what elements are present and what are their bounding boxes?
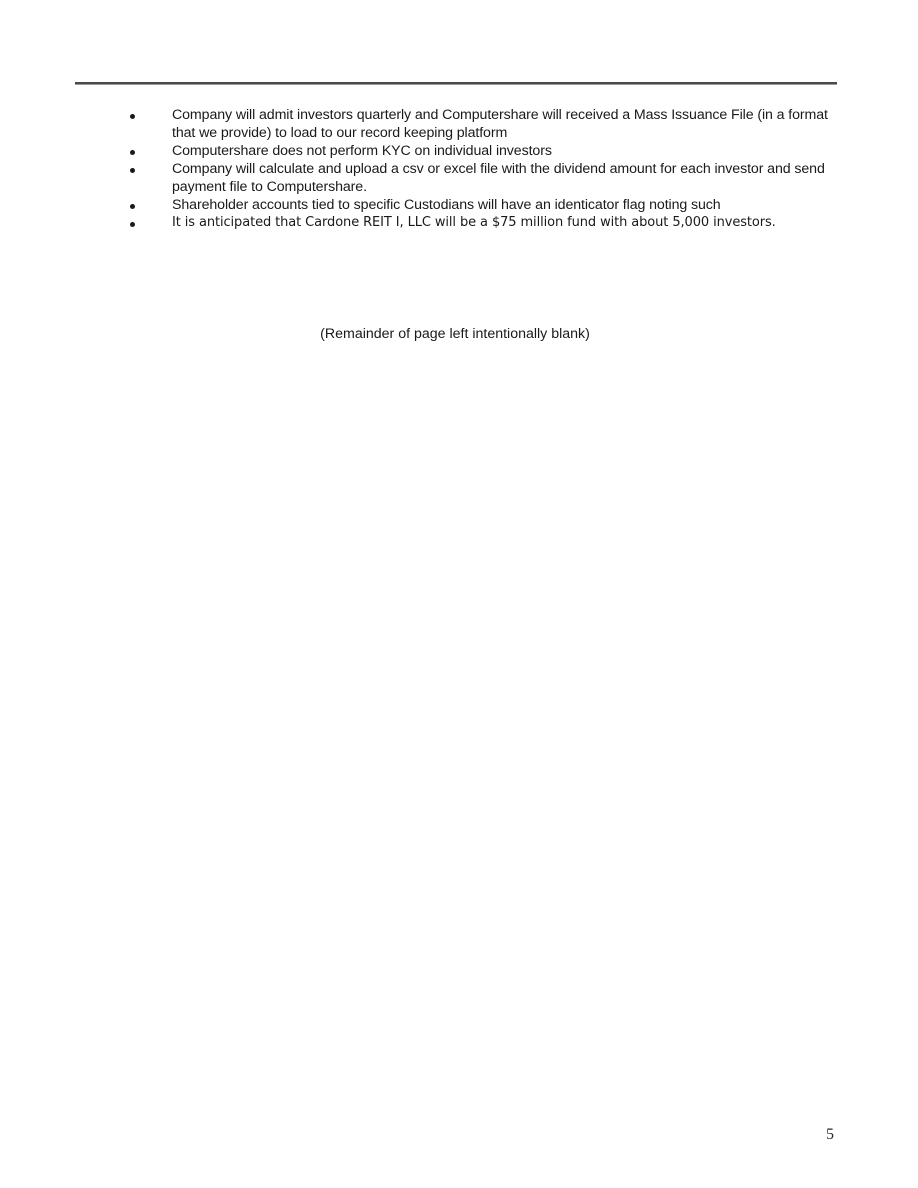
list-item-text: Company will calculate and upload a csv or excel file with the dividend amount for each investor and send payment file to Computershare. bbox=[172, 161, 825, 195]
bullet-icon bbox=[130, 222, 135, 227]
list-item-text: It is anticipated that Cardone REIT I, LLC will be a $75 million fund with about 5,000 investors. bbox=[172, 215, 776, 230]
bullet-icon bbox=[130, 168, 135, 173]
bullet-icon bbox=[130, 150, 135, 155]
page-number: 5 bbox=[826, 1126, 834, 1143]
list-item-text: Shareholder accounts tied to specific Custodians will have an identicator flag noting such bbox=[172, 197, 721, 213]
list-item bbox=[130, 160, 840, 196]
list-item-text: Computershare does not perform KYC on individual investors bbox=[172, 143, 552, 159]
list-item bbox=[130, 106, 840, 142]
list-item bbox=[130, 142, 840, 160]
header-rule bbox=[75, 82, 837, 85]
bullet-icon bbox=[130, 114, 135, 119]
list-item-text: Company will admit investors quarterly and Computershare will received a Mass Issuance File (in a format that we provide) to load to our record keeping platform bbox=[172, 107, 828, 141]
bullet-icon bbox=[130, 204, 135, 209]
blank-page-note: (Remainder of page left intentionally blank) bbox=[320, 326, 590, 342]
list-item bbox=[130, 214, 840, 232]
bullet-list bbox=[130, 106, 840, 232]
list-item bbox=[130, 196, 840, 214]
